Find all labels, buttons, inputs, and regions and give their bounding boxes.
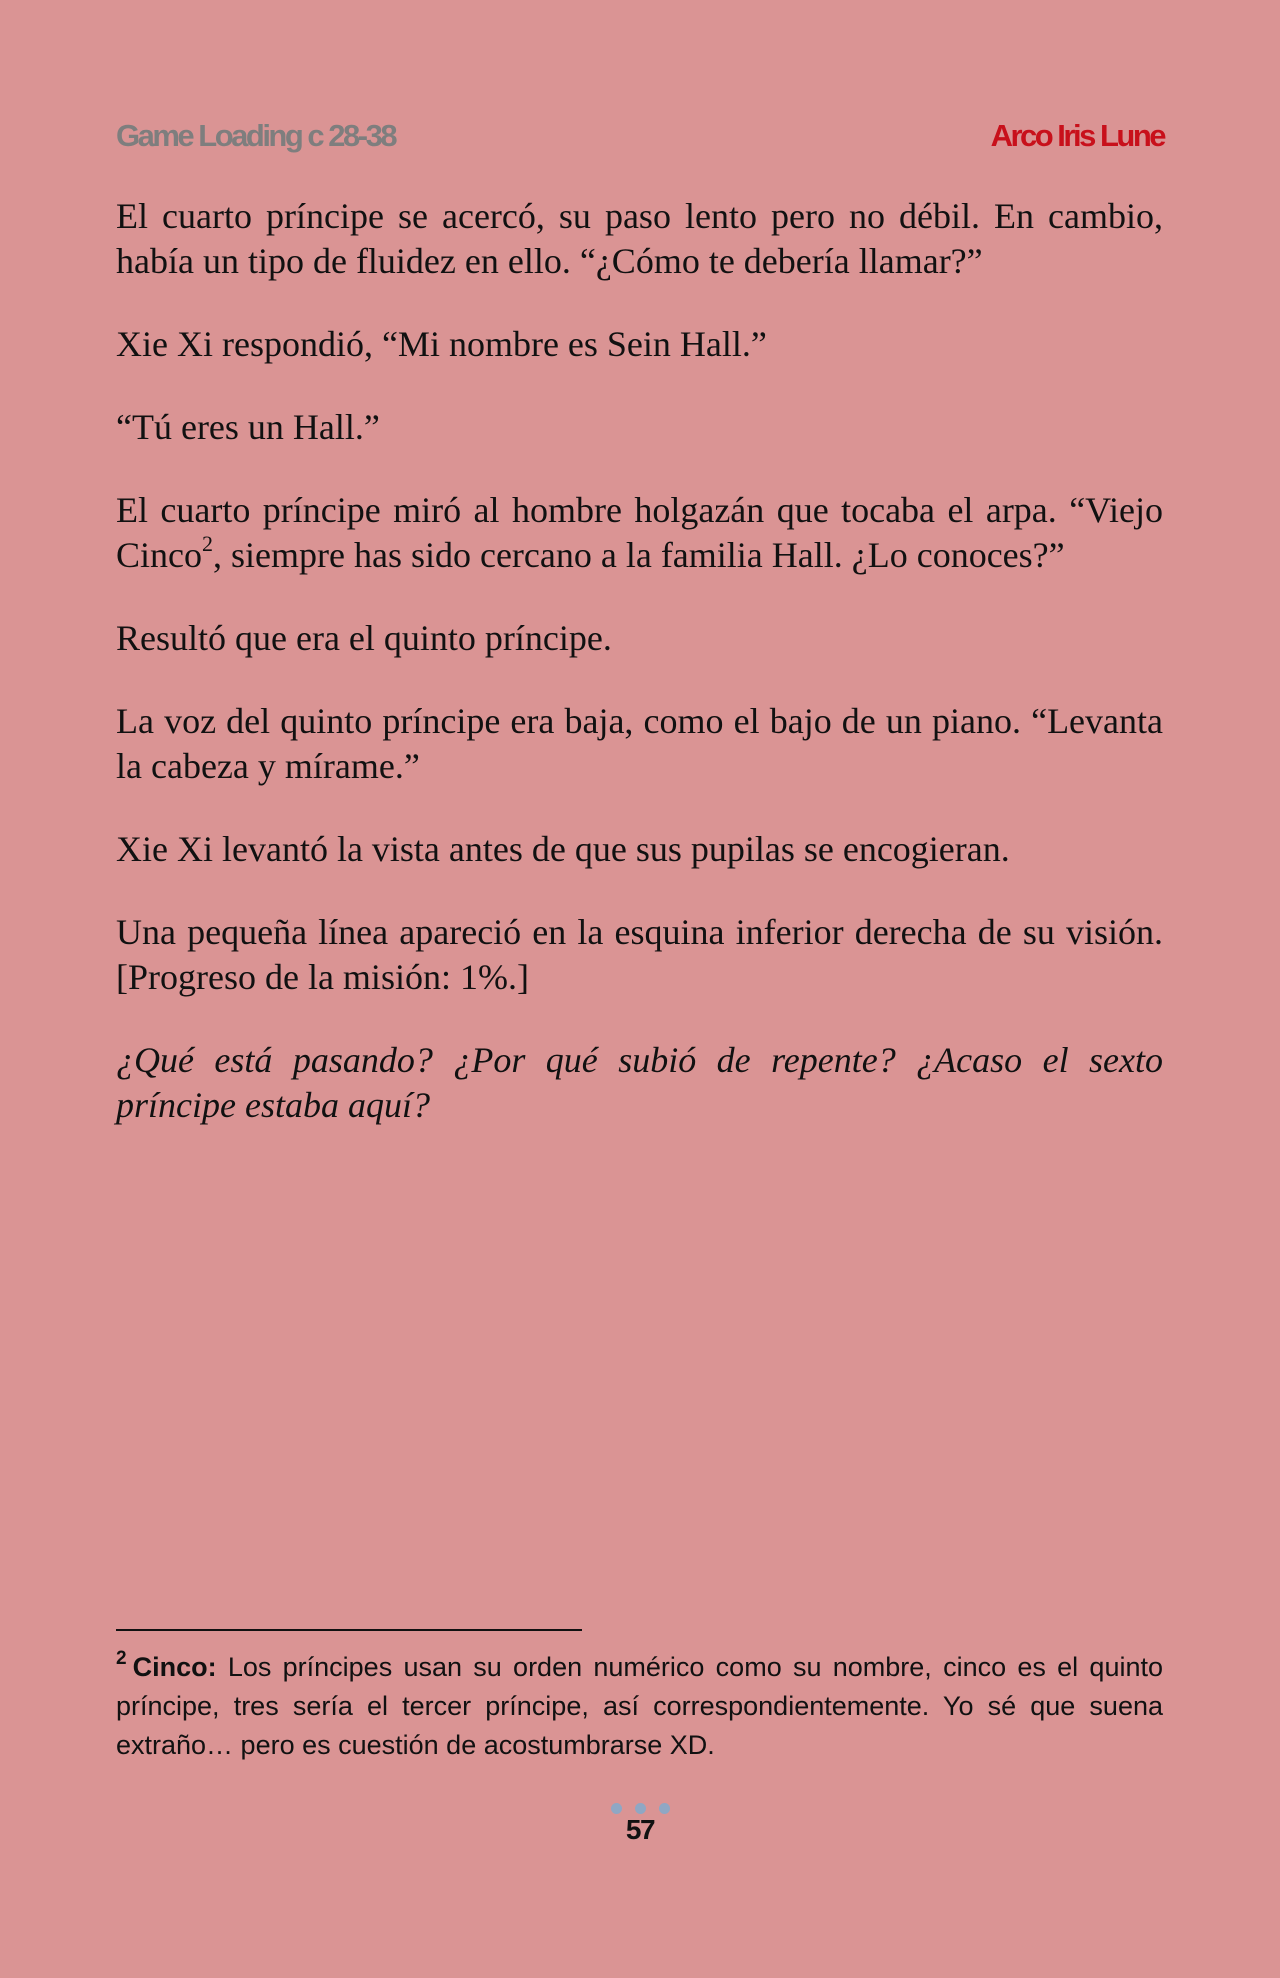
footnote-term: Cinco: — [132, 1652, 217, 1682]
dot-icon — [611, 1803, 622, 1814]
paragraph-text: , siempre has sido cercano a la familia Hall. ¿Lo conoces?” — [213, 535, 1065, 575]
footnote-text: Los príncipes usan su orden numérico como su nombre, cinco es el quinto príncipe, tres sería el tercer príncipe, así correspondientemente. Yo sé que suena extraño… pero es cuestión de acostumbrarse XD. — [116, 1652, 1163, 1760]
paragraph: “Tú eres un Hall.” — [116, 407, 380, 447]
page-ornament-dots-icon — [0, 1803, 1280, 1814]
footnote-number: 2 — [116, 1648, 127, 1669]
footnote-divider — [116, 1629, 582, 1631]
paragraph: Resultó que era el quinto príncipe. — [116, 618, 612, 658]
paragraph-with-footnote-ref — [116, 488, 1163, 578]
dot-icon — [635, 1803, 646, 1814]
page-number: 57 — [625, 1814, 655, 1845]
paragraph-text: El cuarto príncipe miró al hombre holgazán que tocaba el arpa. “Viejo Cinco — [116, 490, 1163, 575]
paragraph: Una pequeña línea apareció en la esquina inferior derecha de su visión. [Progreso de la misión: 1%.] — [116, 912, 1163, 997]
header-book-title: Game Loading c 28-38 — [116, 118, 396, 153]
page-body — [116, 194, 1163, 1166]
dot-icon — [659, 1803, 670, 1814]
paragraph: Xie Xi respondió, “Mi nombre es Sein Hall.” — [116, 324, 767, 364]
footnote-reference[interactable]: 2 — [202, 531, 213, 556]
footnote — [116, 1648, 1163, 1765]
paragraph: El cuarto príncipe se acercó, su paso lento pero no débil. En cambio, había un tipo de fluidez en ello. “¿Cómo te debería llamar?” — [116, 196, 1163, 281]
paragraph: Xie Xi levantó la vista antes de que sus pupilas se encogieran. — [116, 829, 1010, 869]
running-header — [116, 118, 1164, 164]
header-translator: Arco Iris Lune — [990, 118, 1164, 153]
paragraph: La voz del quinto príncipe era baja, como el bajo de un piano. “Levanta la cabeza y mírame.” — [116, 701, 1163, 786]
italic-thought-paragraph: ¿Qué está pasando? ¿Por qué subió de repente? ¿Acaso el sexto príncipe estaba aquí? — [116, 1040, 1163, 1125]
